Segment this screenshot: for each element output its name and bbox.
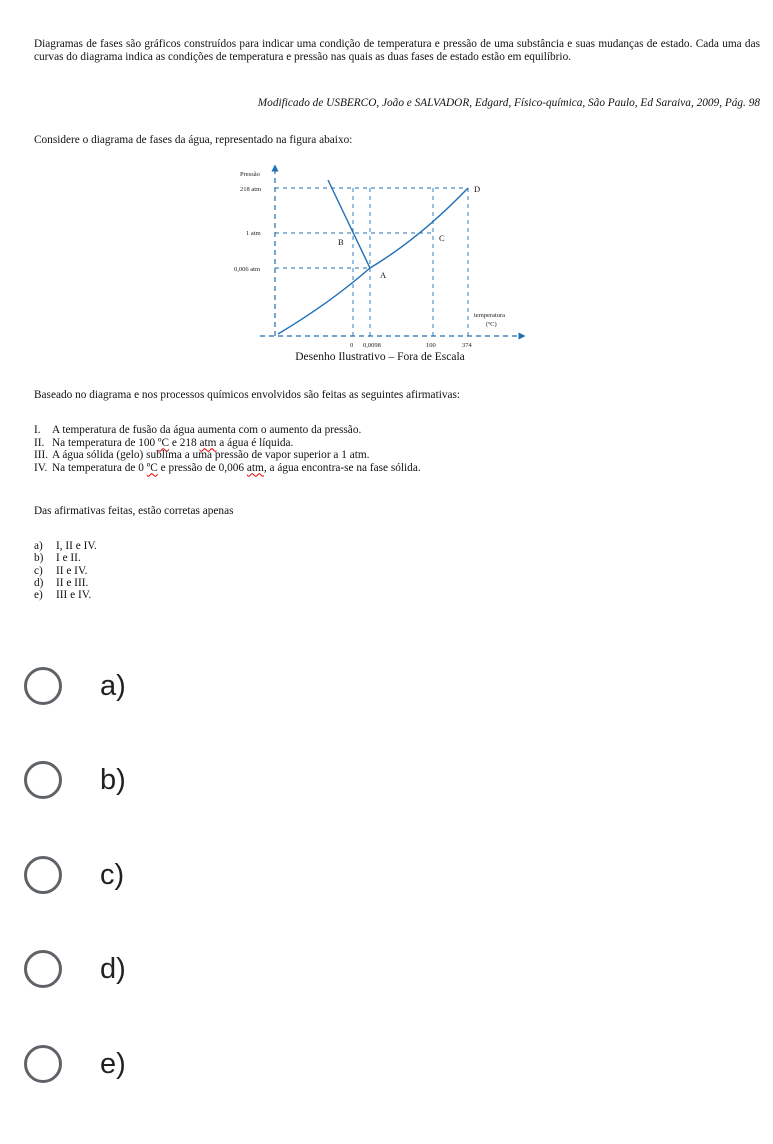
question-prompt: Das afirmativas feitas, estão corretas apenas [34,505,234,517]
x-axis-title-2: (ºC) [486,321,497,328]
statement-number: III. [34,449,49,461]
radio-button[interactable] [24,761,62,799]
statement-text: Na temperatura de 0 ºC e pressão de 0,006 atm, a água encontra-se na fase sólida. [52,461,421,474]
statement-2 [34,437,421,450]
statement-text: A temperatura de fusão da água aumenta com o aumento da pressão. [52,424,362,436]
option-label: d) [100,952,126,985]
x-tick-374: 374 [462,342,472,349]
statement-text: Na temperatura de 100 ºC e 218 atm a água é líquida. [52,436,294,449]
option-label: c) [100,858,125,891]
x-tick-100: 100 [426,342,436,349]
alternative-e: e) III e IV. [34,589,92,602]
option-e[interactable] [24,1045,126,1083]
y-tick-0006: 0,006 atm [234,266,260,273]
statement-4 [34,462,421,475]
point-c: C [439,233,445,243]
radio-button[interactable] [24,667,62,705]
alternative-d: d) II e III. [34,576,89,589]
alternative-c: c) II e IV. [34,564,88,577]
radio-button[interactable] [24,950,62,988]
intro-paragraph: Diagramas de fases são gráficos construídos para indicar uma condição de temperatura e pressão de uma substância e suas mudanças de estado. Cada uma das curvas do diagrama indica as condições de temperatura e pressão nas quais as duas fases de estado estão em equilíbrio. [34,38,760,63]
consider-text: Considere o diagrama de fases da água, representado na figura abaixo: [34,134,353,146]
y-tick-218: 218 atm [240,186,262,193]
option-label: e) [100,1047,126,1080]
y-tick-1: 1 atm [246,230,261,237]
radio-button[interactable] [24,856,62,894]
point-a: A [380,270,387,280]
option-d[interactable] [24,950,126,988]
statement-text: A água sólida (gelo) sublima a uma pressão de vapor superior a 1 atm. [52,449,370,461]
point-b: B [338,237,344,247]
based-text: Baseado no diagrama e nos processos químicos envolvidos são feitas as seguintes afirmativas: [34,389,461,401]
alternatives-list [34,540,97,601]
phase-diagram [220,158,540,370]
statement-3 [34,449,421,462]
x-tick-00098: 0,0098 [363,342,381,349]
statement-number: IV. [34,461,48,474]
statements-list [34,424,421,474]
option-b[interactable] [24,761,126,799]
y-axis-title: Pressão [240,171,260,178]
alternative-b: b) I e II. [34,552,81,565]
statement-number: II. [34,436,45,449]
option-label: a) [100,669,126,702]
statement-1 [34,424,421,437]
alternative-a: a) I, II e IV. [34,540,97,552]
option-c[interactable] [24,856,124,894]
x-tick-0: 0 [350,342,354,349]
option-a[interactable] [24,667,126,705]
fusion-curve [328,180,370,268]
point-d: D [474,184,481,194]
option-label: b) [100,763,126,796]
sublimation-vaporization-curve [278,188,468,334]
diagram-caption: Desenho Ilustrativo – Fora de Escala [295,351,465,363]
x-axis-title-1: temperatura [474,312,506,319]
statement-number: I. [34,424,41,436]
citation: Modificado de USBERCO, João e SALVADOR, Edgard, Físico-química, São Paulo, Ed Saraiva, 2009, Pág. 98 [257,97,760,109]
radio-button[interactable] [24,1045,62,1083]
